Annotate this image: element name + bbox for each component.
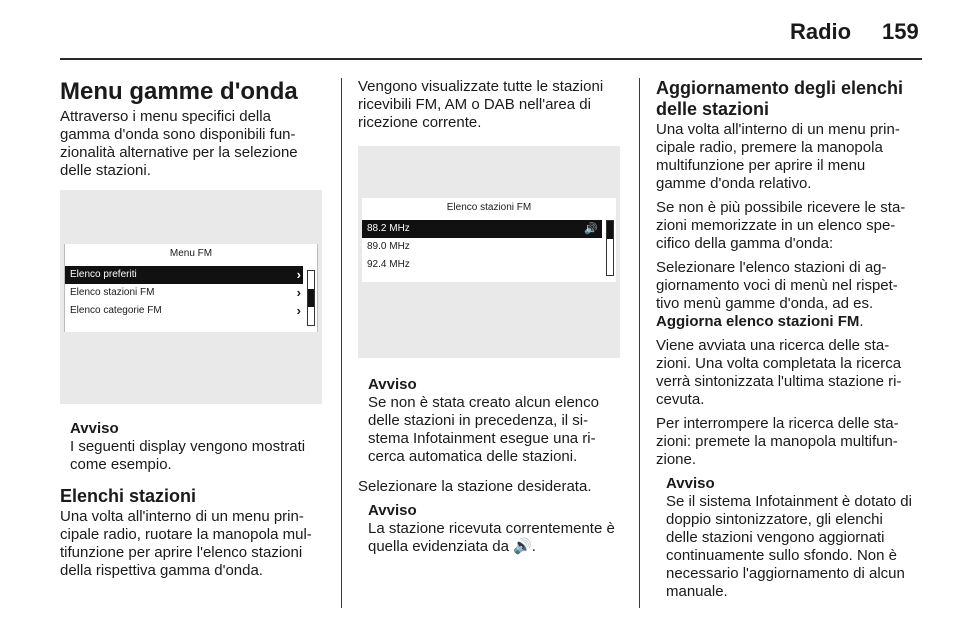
section-heading-menu-gamme: Menu gamme d'onda — [60, 78, 298, 105]
intro-paragraph: Attraverso i menu specifici della gamma d'onda sono disponibili fun- zionalità alternative per la selezione delle stazioni. — [60, 108, 298, 179]
note-block — [656, 475, 916, 601]
intro-paragraph: Vengono visualizzate tutte le stazioni ricevibili FM, AM o DAB nell'area di ricezione corrente. — [358, 78, 604, 131]
body-paragraph: Viene avviata una ricerca delle sta- zioni. Una volta completata la ricerca verrà sintonizzata l'ultima stazione ri- cevuta. — [656, 337, 902, 408]
column-3 — [656, 78, 916, 601]
station-label: 92.4 MHz — [367, 259, 410, 270]
fm-station-list-display — [362, 198, 616, 282]
note-title: Avviso — [70, 420, 119, 437]
scrollbar-thumb — [607, 221, 613, 239]
section-heading-aggiornamento: Aggiornamento degli elenchi delle stazioni — [656, 78, 904, 119]
fm-menu-display — [64, 244, 318, 332]
body-paragraph — [656, 259, 916, 331]
menu-item-label: Elenco preferiti — [70, 269, 137, 280]
body-paragraph: Se non è più possibile ricevere le sta- zioni memorizzate in un elenco spe- cifico della gamma d'onda: — [656, 199, 906, 252]
scrollbar — [307, 270, 315, 326]
chevron-right-icon: › — [296, 303, 301, 318]
column-divider-1 — [341, 78, 342, 608]
menu-item-elenco-stazioni-fm — [65, 284, 303, 302]
menu-reference: Aggiorna elenco stazioni FM — [656, 313, 860, 330]
body-paragraph: Una volta all'interno di un menu prin- cipale radio, ruotare la manopola mul- tifunzione per aprire l'elenco stazioni della rispettiva gamma d'onda. — [60, 508, 312, 579]
speaker-icon: 🔊 — [584, 223, 598, 235]
menu-item-elenco-preferiti — [65, 266, 303, 284]
column-divider-2 — [639, 78, 640, 608]
scrollbar — [606, 220, 614, 276]
station-item-92-4 — [362, 256, 602, 274]
note-title: Avviso — [368, 376, 417, 393]
body-paragraph: Selezionare la stazione desiderata. — [358, 478, 592, 495]
column-2 — [358, 78, 618, 556]
page-number: 159 — [882, 19, 919, 44]
body-paragraph: Per interrompere la ricerca delle sta- zioni: premete la manopola multifun- zione. — [656, 415, 899, 468]
body-paragraph: Una volta all'interno di un menu prin- cipale radio, premere la manopola multifunzione per aprire il menu gamme d'onda relativo. — [656, 121, 900, 192]
note-text: I seguenti display vengono mostrati come esempio. — [70, 438, 306, 473]
menu-item-elenco-categorie-fm — [65, 302, 303, 320]
note-block — [358, 502, 618, 556]
fm-menu-title: Menu FM — [169, 248, 213, 259]
note-block — [60, 420, 320, 474]
fm-menu-screenshot — [60, 190, 322, 404]
note-title: Avviso — [666, 475, 715, 492]
station-item-89-0 — [362, 238, 602, 256]
station-label: 88.2 MHz — [367, 223, 410, 234]
fm-station-list-screenshot — [358, 146, 620, 358]
station-label: 89.0 MHz — [367, 241, 410, 252]
note-text: Se il sistema Infotainment è dotato di doppio sintonizzatore, gli elenchi delle stazioni vengono aggiornati continuamente sullo sfondo. Non è necessario l'aggiornamento di alcun manuale. — [666, 493, 912, 600]
text-span: Selezionare l'elenco stazioni di ag- giornamento voci di menù nel rispet- tivo menù gamme d'onda, ad es. — [656, 259, 898, 312]
note-text: Se non è stata creato alcun elenco delle stazioni in precedenza, il si- stema Infotainment esegue una ri- cerca automatica delle stazioni. — [368, 394, 599, 465]
text-span: . — [859, 313, 864, 330]
header-rule — [60, 58, 922, 60]
section-heading-elenchi-stazioni: Elenchi stazioni — [60, 486, 197, 506]
menu-item-label: Elenco stazioni FM — [70, 287, 155, 298]
station-item-88-2 — [362, 220, 602, 238]
chevron-right-icon: › — [296, 285, 301, 300]
chevron-right-icon: › — [296, 267, 301, 282]
running-header-title: Radio — [790, 19, 852, 44]
note-block — [358, 376, 618, 466]
station-list-title: Elenco stazioni FM — [446, 202, 532, 213]
note-text: La stazione ricevuta correntemente è quella evidenziata da 🔊. — [368, 520, 615, 555]
menu-item-label: Elenco categorie FM — [70, 305, 162, 316]
column-1 — [60, 78, 320, 586]
note-title: Avviso — [368, 502, 417, 519]
scrollbar-thumb — [308, 289, 314, 307]
